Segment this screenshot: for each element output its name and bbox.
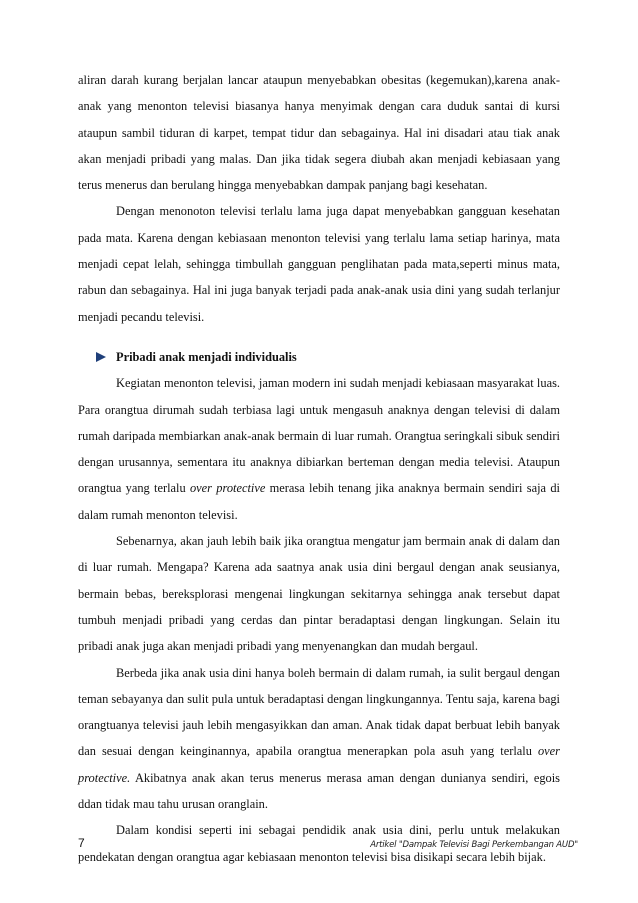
paragraph-2: Dengan menonoton televisi terlalu lama juga dapat menyebabkan gangguan kesehatan pada mata. Karena dengan kebiasaan menonton televisi yang terlalu lama setiap harinya, mata menjadi cepat lelah, sehingga timbullah gangguan penglihatan pada mata,seperti minus mata, rabun dan sebagainya. Hal ini juga banyak terjadi pada anak-anak usia dini yang sudah terlanjur menjadi pecandu televisi.	[78, 204, 560, 324]
paragraph-5	[78, 660, 560, 818]
triangle-bullet-icon	[96, 352, 106, 362]
paragraph-5-text-b: Akibatnya anak akan terus menerus merasa aman dengan dunianya sendiri, egois ddan tidak mau tahu urusan oranglain.	[78, 770, 560, 812]
paragraph-3-text-a: Kegiatan menonton televisi, jaman modern ini sudah menjadi kebiasaan masyarakat luas. Para orangtua dirumah sudah terbiasa lagi untuk mengasuh anaknya dengan televisi di dalam rumah daripada membiarkan anak-anak bermain di luar rumah. Orangtua seringkali sibuk sendiri dengan urusannya, sementara itu anaknya dibiarkan berteman dengan media televisi. Ataupun orangtua yang terlalu	[78, 376, 560, 496]
page-footer	[78, 836, 578, 850]
paragraph-3-text-b: merasa lebih tenang jika anaknya bermain sendiri saja di dalam rumah menonton televisi.	[78, 481, 560, 522]
paragraph-1: aliran darah kurang berjalan lancar ataupun menyebabkan obesitas (kegemukan),karena anak-anak yang menonton televisi biasanya hanya menyimak dengan cara duduk santai di kursi ataupun sambil tiduran di karpet, tempat tidur dan sebagainya. Hal ini disadari atau tiak anak akan menjadi pribadi yang malas. Dan jika tidak segera diubah akan menjadi kebiasaan yang terus menerus dan berulang hingga menyebabkan dampak panjang bagi kesehatan.	[78, 73, 560, 193]
paragraph-5-text-a: Berbeda jika anak usia dini hanya boleh bermain di dalam rumah, ia sulit bergaul dengan teman sebayanya dan sulit pula untuk beradaptasi dengan lingkungannya. Tentu saja, karena bagi orangtuanya televisi jauh lebih mengasyikkan dan aman. Anak tidak dapat berbuat lebih banyak dan sesuai dengan keinginannya, apabila orangtua menerapkan pola asuh yang terlalu	[78, 665, 560, 759]
paragraph-6: Dalam kondisi seperti ini sebagai pendidik anak usia dini, perlu untuk melakukan pendekatan dengan orangtua agar kebiasaan menonton televisi bisa disikapi secara lebih bijak.	[78, 823, 560, 864]
paragraph-5-emphasis: over protective.	[78, 744, 560, 785]
paragraph-4: Sebenarnya, akan jauh lebih baik jika orangtua mengatur jam bermain anak di dalam dan di luar rumah. Mengapa? Karena ada saatnya anak usia dini bergaul dengan anak seusianya, bermain bebas, bereksplorasi mengenai lingkungan sekitarnya sehingga anak tersebut dapat tumbuh menjadi pribadi yang cerdas dan pintar beradaptasi dengan lingkungan. Selain itu pribadi anak juga akan menjadi pribadi yang menyenangkan dan mudah bergaul.	[78, 534, 560, 654]
footer-title: Artikel "Dampak Televisi Bagi Perkembangan AUD"	[370, 840, 578, 850]
page-number: 7	[78, 836, 85, 850]
section-heading-text: Pribadi anak menjadi individualis	[116, 349, 297, 364]
paragraph-3-emphasis: over protective	[189, 481, 266, 496]
section-heading	[78, 344, 560, 370]
paragraph-3	[78, 370, 560, 528]
spacer	[78, 330, 560, 340]
document-body	[78, 67, 560, 870]
